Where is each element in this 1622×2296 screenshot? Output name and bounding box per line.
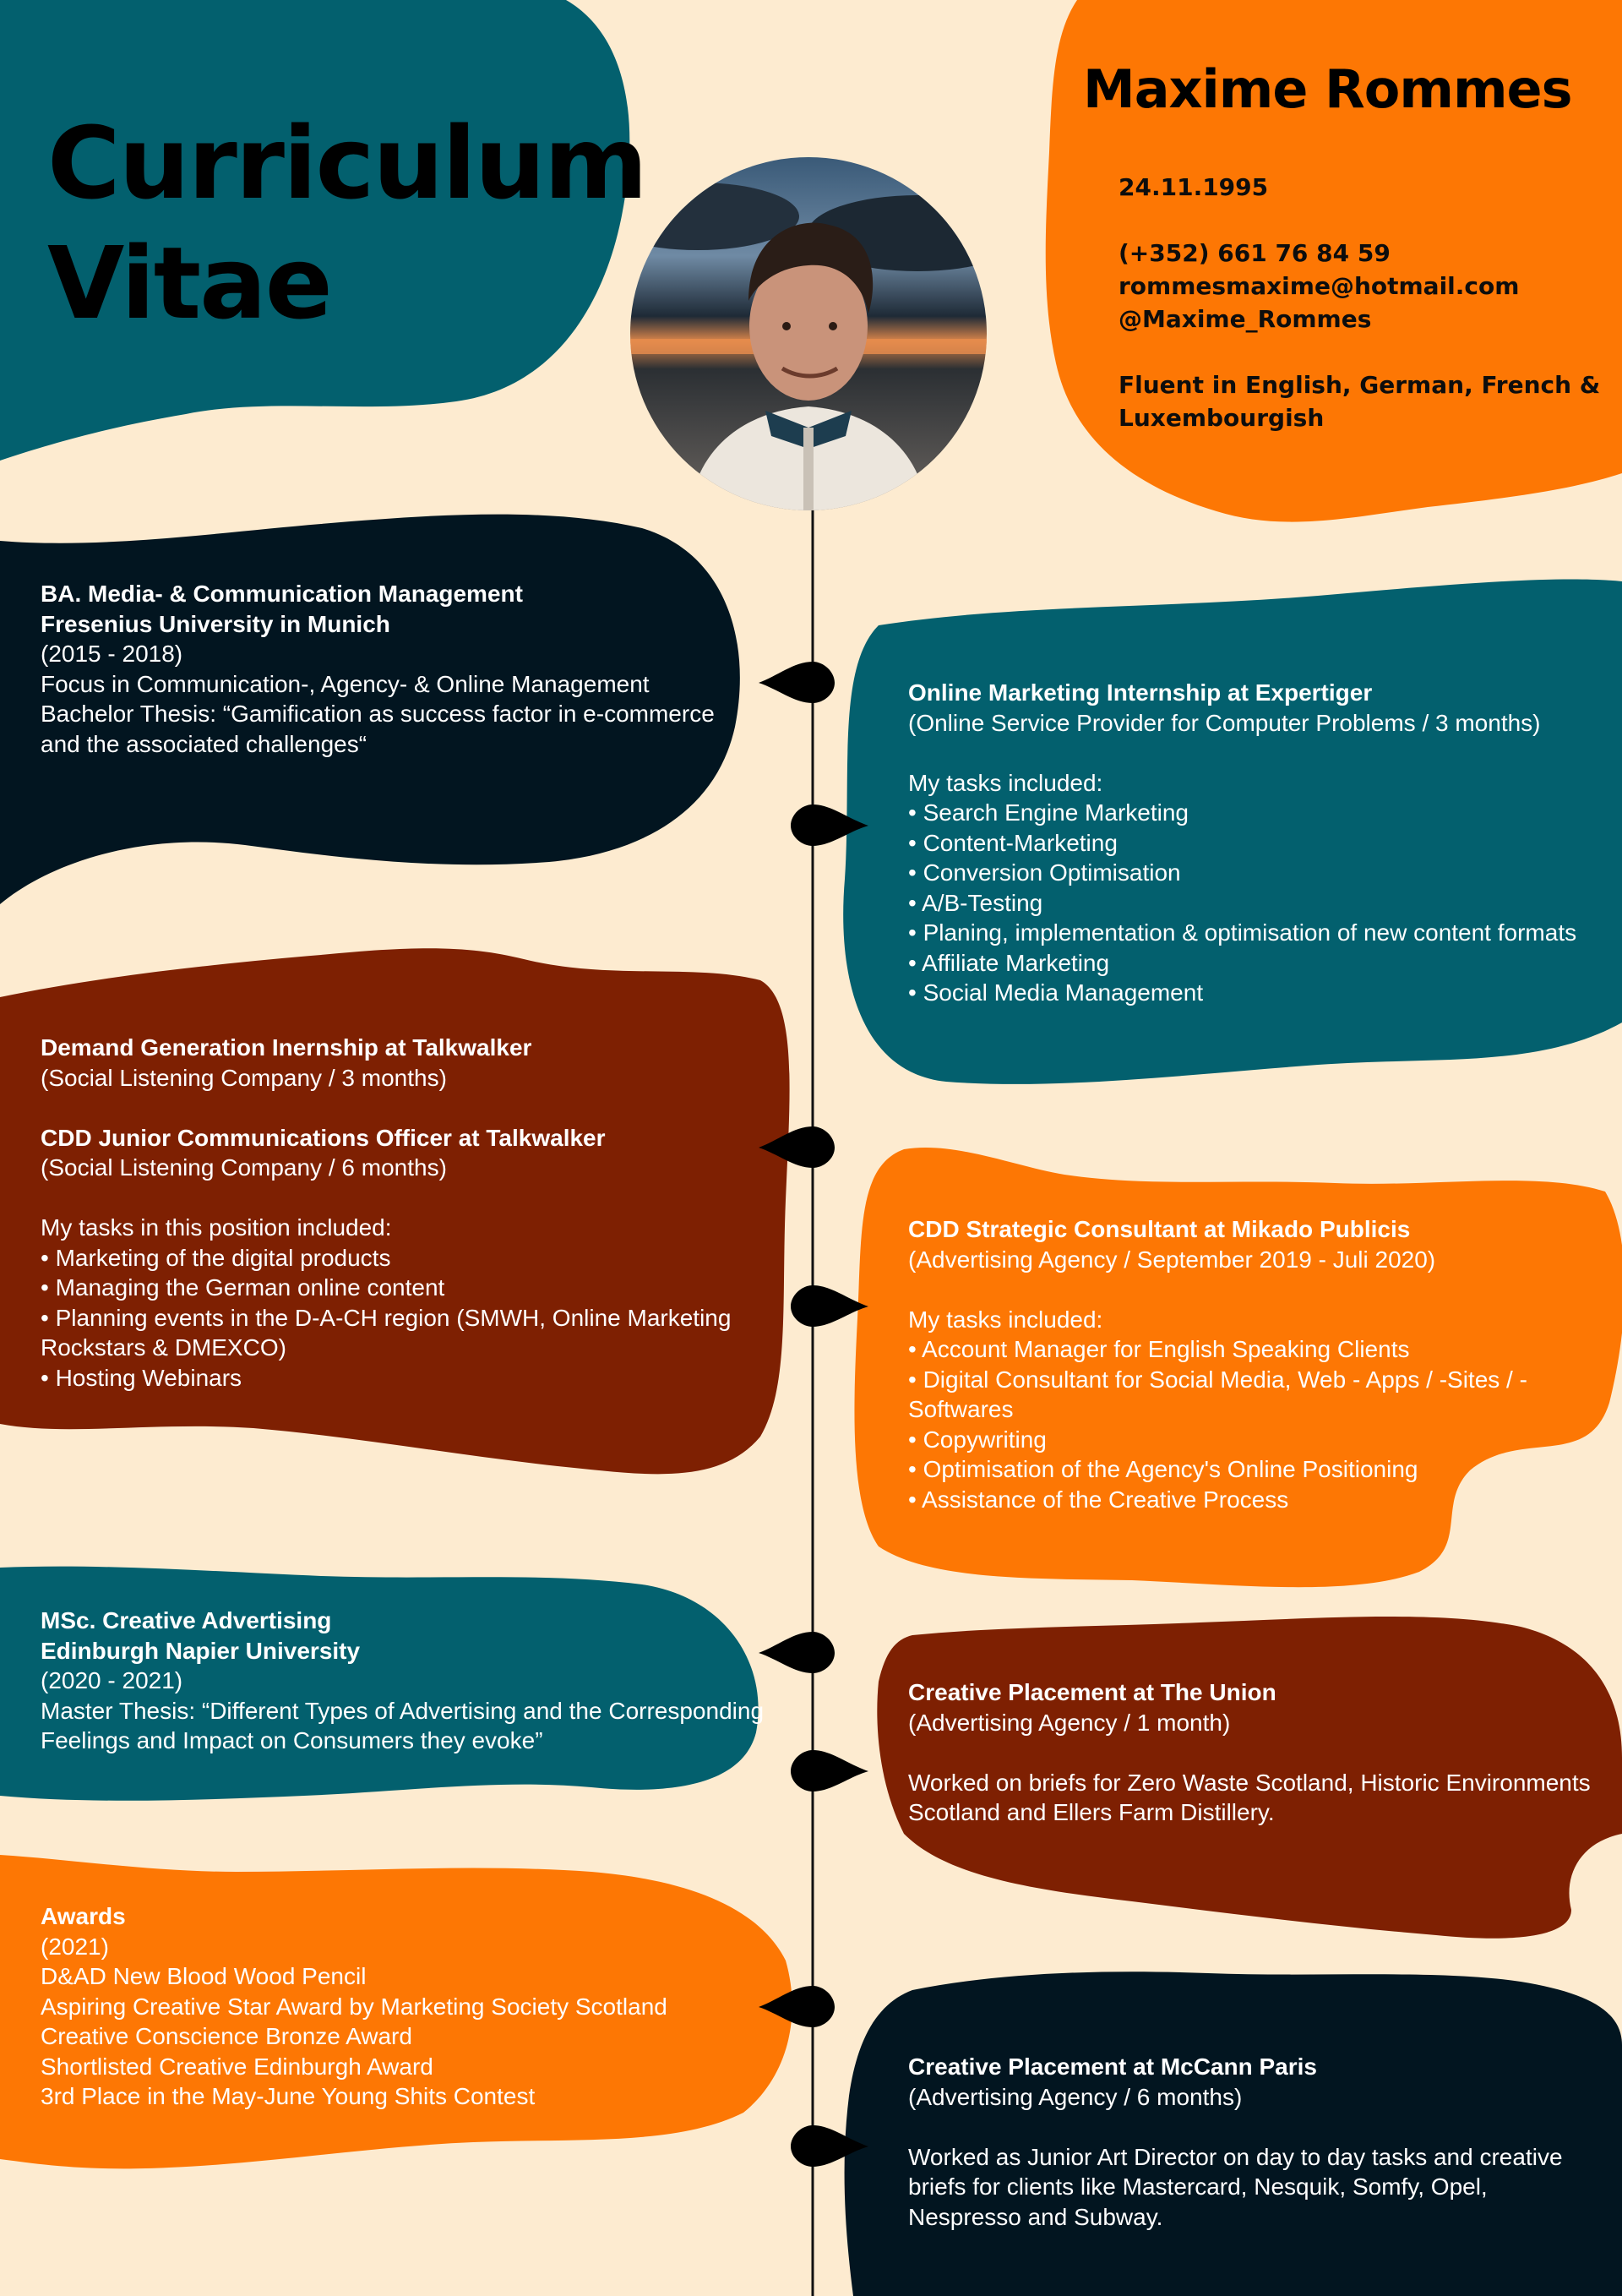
title-line-2: Vitae bbox=[47, 225, 331, 341]
timeline-marker bbox=[759, 1632, 835, 1673]
list-item: • Assistance of the Creative Process bbox=[908, 1486, 1289, 1513]
title-line-1: Curriculum bbox=[47, 105, 646, 221]
languages: Fluent in English, German, French & Luxembourgish bbox=[1119, 371, 1601, 432]
expertiger-subtitle: (Online Service Provider for Computer Problems / 3 months) bbox=[908, 709, 1541, 736]
master-years: (2020 - 2021) bbox=[41, 1667, 183, 1693]
list-item: • Conversion Optimisation bbox=[908, 859, 1181, 886]
bachelor-section bbox=[41, 579, 742, 759]
bachelor-focus: Focus in Communication-, Agency- & Online Management bbox=[41, 670, 650, 697]
portrait-illustration bbox=[630, 157, 987, 510]
list-item: • Search Engine Marketing bbox=[908, 799, 1189, 826]
person-name: Maxime Rommes bbox=[1083, 58, 1572, 120]
bachelor-degree: BA. Media- & Communication Management bbox=[41, 581, 523, 607]
expertiger-title: Online Marketing Internship at Expertiger bbox=[908, 679, 1373, 706]
bachelor-school: Fresenius University in Munich bbox=[41, 610, 390, 637]
master-section bbox=[41, 1606, 767, 1756]
bachelor-thesis: Bachelor Thesis: “Gamification as success factor in e-commerce and the associated challenges“ bbox=[41, 701, 715, 757]
mikado-subtitle: (Advertising Agency / September 2019 - Juli 2020) bbox=[908, 1246, 1436, 1273]
awards-year: (2021) bbox=[41, 1933, 109, 1960]
talkwalker-title-2: CDD Junior Communications Officer at Talkwalker bbox=[41, 1124, 606, 1151]
union-subtitle: (Advertising Agency / 1 month) bbox=[908, 1709, 1231, 1736]
talkwalker-subtitle-1: (Social Listening Company / 3 months) bbox=[41, 1064, 447, 1091]
mikado-title: CDD Strategic Consultant at Mikado Publicis bbox=[908, 1216, 1411, 1242]
profile-photo bbox=[630, 157, 987, 510]
contact-info bbox=[1119, 171, 1608, 434]
list-item: • Managing the German online content bbox=[41, 1274, 445, 1301]
email-address: rommesmaxime@hotmail.com bbox=[1119, 272, 1520, 300]
union-description: Worked on briefs for Zero Waste Scotland, Historic Environments Scotland and Ellers Farm Distillery. bbox=[908, 1769, 1591, 1825]
list-item: • Affiliate Marketing bbox=[908, 949, 1110, 976]
mikado-tasks-label: My tasks included: bbox=[908, 1306, 1103, 1333]
list-item: • Planning events in the D-A-CH region (SMWH, Online Marketing Rockstars & DMEXCO) bbox=[41, 1304, 732, 1361]
birthdate: 24.11.1995 bbox=[1119, 173, 1269, 201]
list-item: • A/B-Testing bbox=[908, 889, 1043, 916]
mccann-subtitle: (Advertising Agency / 6 months) bbox=[908, 2083, 1243, 2110]
talkwalker-subtitle-2: (Social Listening Company / 6 months) bbox=[41, 1154, 447, 1181]
union-title: Creative Placement at The Union bbox=[908, 1679, 1276, 1705]
master-degree: MSc. Creative Advertising bbox=[41, 1607, 332, 1633]
list-item: Aspiring Creative Star Award by Marketing Society Scotland bbox=[41, 1993, 667, 2020]
list-item: • Optimisation of the Agency's Online Positioning bbox=[908, 1456, 1418, 1482]
list-item: • Account Manager for English Speaking Clients bbox=[908, 1336, 1410, 1362]
awards-title: Awards bbox=[41, 1903, 126, 1929]
list-item: Shortlisted Creative Edinburgh Award bbox=[41, 2053, 433, 2080]
union-section bbox=[908, 1677, 1614, 1828]
bachelor-years: (2015 - 2018) bbox=[41, 641, 183, 667]
list-item: • Copywriting bbox=[908, 1426, 1047, 1453]
timeline-marker bbox=[791, 1285, 868, 1327]
page-title bbox=[47, 103, 646, 343]
phone-number: (+352) 661 76 84 59 bbox=[1119, 239, 1391, 267]
list-item: • Digital Consultant for Social Media, Web - Apps / -Sites / -Softwares bbox=[908, 1366, 1527, 1422]
master-school: Edinburgh Napier University bbox=[41, 1637, 361, 1664]
list-item: • Content-Marketing bbox=[908, 829, 1118, 856]
list-item: • Social Media Management bbox=[908, 979, 1204, 1006]
list-item: • Hosting Webinars bbox=[41, 1364, 242, 1391]
list-item: Creative Conscience Bronze Award bbox=[41, 2023, 412, 2049]
expertiger-section bbox=[908, 678, 1618, 1008]
talkwalker-tasks-label: My tasks in this position included: bbox=[41, 1214, 392, 1241]
list-item: • Planing, implementation & optimisation of new content formats bbox=[908, 919, 1577, 946]
talkwalker-title-1: Demand Generation Inernship at Talkwalker bbox=[41, 1034, 532, 1061]
mccann-title: Creative Placement at McCann Paris bbox=[908, 2053, 1317, 2080]
master-thesis: Master Thesis: “Different Types of Advertising and the Corresponding Feelings and Impact on Consumers they evoke” bbox=[41, 1697, 765, 1753]
list-item: 3rd Place in the May-June Young Shits Contest bbox=[41, 2083, 536, 2109]
social-handle: @Maxime_Rommes bbox=[1119, 305, 1372, 333]
timeline-marker bbox=[759, 662, 835, 703]
mikado-section bbox=[908, 1214, 1550, 1514]
talkwalker-section bbox=[41, 1033, 759, 1393]
expertiger-tasks-label: My tasks included: bbox=[908, 769, 1103, 796]
timeline-marker bbox=[791, 1750, 868, 1792]
list-item: D&AD New Blood Wood Pencil bbox=[41, 1963, 367, 1989]
mccann-section bbox=[908, 2052, 1584, 2232]
mccann-description: Worked as Junior Art Director on day to day tasks and creative briefs for clients like Mastercard, Nesquik, Somfy, Opel, Nespresso and Subway. bbox=[908, 2143, 1563, 2230]
list-item: • Marketing of the digital products bbox=[41, 1244, 391, 1271]
awards-section bbox=[41, 1901, 767, 2112]
